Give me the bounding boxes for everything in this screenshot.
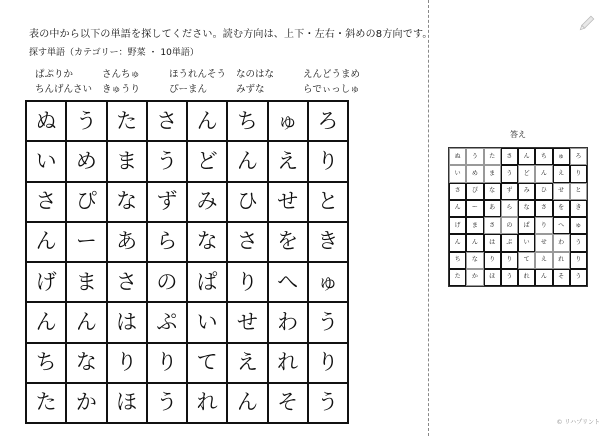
answer-cell: ら <box>501 200 518 217</box>
answer-cell: へ <box>553 217 570 234</box>
word-item: ぱぷりか <box>35 69 74 80</box>
grid-cell: り <box>147 343 187 383</box>
grid-cell: げ <box>26 262 66 302</box>
grid-cell: り <box>227 262 267 302</box>
answer-cell: ん <box>449 234 466 251</box>
answer-cell: み <box>518 183 535 200</box>
word-item: きゅうり <box>102 84 141 95</box>
answer-cell: う <box>501 165 518 182</box>
grid-cell: え <box>268 141 308 181</box>
grid-cell: さ <box>227 222 267 262</box>
grid-cell: か <box>66 383 106 423</box>
answer-cell: わ <box>553 234 570 251</box>
word-item: なのはな <box>236 69 275 80</box>
answer-cell: な <box>484 183 501 200</box>
answer-cell: う <box>501 269 518 286</box>
answer-cell: り <box>570 252 587 269</box>
answer-cell: れ <box>553 252 570 269</box>
grid-cell: い <box>26 141 66 181</box>
answer-cell: れ <box>518 269 535 286</box>
grid-cell: ひ <box>227 182 267 222</box>
grid-cell: な <box>187 222 227 262</box>
instructions: 表の中から以下の単語を探してください。読む方向は、上下・左右・斜めの8方向です。 <box>29 29 433 40</box>
answer-cell: ー <box>466 200 483 217</box>
word-item: らでぃっしゅ <box>303 84 360 95</box>
word-item: ちんげんさい <box>35 84 93 95</box>
answer-cell: ぱ <box>518 217 535 234</box>
answer-cell: を <box>553 200 570 217</box>
answer-cell: り <box>501 252 518 269</box>
grid-cell: と <box>308 182 348 222</box>
grid-cell: を <box>268 222 308 262</box>
answer-cell: て <box>518 252 535 269</box>
grid-cell: う <box>66 101 106 141</box>
answer-cell: そ <box>553 269 570 286</box>
answer-title: 答え <box>510 130 526 139</box>
grid-cell: ん <box>187 101 227 141</box>
grid-cell: は <box>107 302 147 342</box>
grid-cell: い <box>187 302 227 342</box>
grid-cell: り <box>308 343 348 383</box>
answer-cell: な <box>466 252 483 269</box>
grid-cell: ー <box>66 222 106 262</box>
grid-cell: ほ <box>107 383 147 423</box>
grid-cell: さ <box>147 101 187 141</box>
grid-cell: ゅ <box>308 262 348 302</box>
answer-cell: ん <box>518 148 535 165</box>
grid-cell: ん <box>66 302 106 342</box>
grid-cell: の <box>147 262 187 302</box>
grid-cell: れ <box>268 343 308 383</box>
grid-cell: り <box>107 343 147 383</box>
answer-cell: ん <box>535 165 552 182</box>
grid-cell: な <box>66 343 106 383</box>
grid-cell: さ <box>107 262 147 302</box>
grid-cell: み <box>187 182 227 222</box>
answer-cell: ず <box>501 183 518 200</box>
grid-cell: え <box>227 343 267 383</box>
answer-cell: ゅ <box>553 148 570 165</box>
answer-cell: ぴ <box>466 183 483 200</box>
grid-cell: ろ <box>308 101 348 141</box>
grid-cell: り <box>308 141 348 181</box>
cut-line <box>428 0 429 436</box>
grid-cell: へ <box>268 262 308 302</box>
answer-cell: ど <box>518 165 535 182</box>
answer-cell: ゅ <box>570 217 587 234</box>
answer-cell: い <box>518 234 535 251</box>
grid-cell: あ <box>107 222 147 262</box>
grid-cell: ま <box>66 262 106 302</box>
answer-cell: い <box>449 165 466 182</box>
answer-cell: か <box>466 269 483 286</box>
answer-cell: り <box>570 165 587 182</box>
grid-cell: ず <box>147 182 187 222</box>
grid-cell: ん <box>26 302 66 342</box>
grid-cell: う <box>308 383 348 423</box>
grid-cell: ち <box>227 101 267 141</box>
puzzle-grid <box>25 100 349 424</box>
grid-cell: せ <box>227 302 267 342</box>
answer-cell: た <box>484 148 501 165</box>
answer-grid <box>448 147 588 287</box>
answer-cell: う <box>570 269 587 286</box>
answer-cell: さ <box>501 148 518 165</box>
answer-cell: ほ <box>484 269 501 286</box>
grid-cell: そ <box>268 383 308 423</box>
grid-cell: せ <box>268 182 308 222</box>
word-item: さんちゅ <box>102 69 141 80</box>
word-item: みずな <box>236 84 265 95</box>
answer-cell: ん <box>449 200 466 217</box>
answer-cell: な <box>518 200 535 217</box>
grid-cell: う <box>308 302 348 342</box>
grid-cell: ま <box>107 141 147 181</box>
grid-cell: ぬ <box>26 101 66 141</box>
grid-cell: ら <box>147 222 187 262</box>
grid-cell: ん <box>227 383 267 423</box>
grid-cell: な <box>107 182 147 222</box>
answer-cell: う <box>570 234 587 251</box>
grid-cell: ぷ <box>147 302 187 342</box>
answer-cell: き <box>570 200 587 217</box>
answer-cell: ま <box>484 165 501 182</box>
grid-cell: た <box>26 383 66 423</box>
grid-cell: て <box>187 343 227 383</box>
grid-cell: き <box>308 222 348 262</box>
word-item: ぴーまん <box>169 84 208 95</box>
answer-cell: さ <box>535 200 552 217</box>
copyright: © リハプリント <box>556 419 600 426</box>
answer-cell: さ <box>484 217 501 234</box>
grid-cell: う <box>147 383 187 423</box>
answer-cell: え <box>535 252 552 269</box>
answer-cell: え <box>553 165 570 182</box>
grid-cell: れ <box>187 383 227 423</box>
grid-cell: ゅ <box>268 101 308 141</box>
grid-cell: め <box>66 141 106 181</box>
answer-cell: ち <box>449 252 466 269</box>
answer-cell: あ <box>484 200 501 217</box>
grid-cell: う <box>147 141 187 181</box>
grid-cell: ん <box>227 141 267 181</box>
answer-cell: は <box>484 234 501 251</box>
answer-cell: め <box>466 165 483 182</box>
answer-cell: ぬ <box>449 148 466 165</box>
grid-cell: さ <box>26 182 66 222</box>
word-list-title: 探す単語（カテゴリー：野菜 ・ 10単語） <box>29 48 199 58</box>
answer-cell: ん <box>535 269 552 286</box>
grid-cell: ぱ <box>187 262 227 302</box>
answer-cell: ん <box>466 234 483 251</box>
answer-cell: う <box>466 148 483 165</box>
grid-cell: ち <box>26 343 66 383</box>
pencil-icon <box>576 14 596 34</box>
answer-cell: ま <box>466 217 483 234</box>
answer-cell: さ <box>449 183 466 200</box>
word-item: えんどうまめ <box>303 69 361 80</box>
answer-cell: せ <box>535 234 552 251</box>
answer-cell: り <box>535 217 552 234</box>
answer-cell: ひ <box>535 183 552 200</box>
answer-cell: た <box>449 269 466 286</box>
answer-cell: と <box>570 183 587 200</box>
answer-cell: ぷ <box>501 234 518 251</box>
answer-cell: ろ <box>570 148 587 165</box>
grid-cell: ん <box>26 222 66 262</box>
grid-cell: た <box>107 101 147 141</box>
answer-cell: り <box>484 252 501 269</box>
word-item: ほうれんそう <box>169 69 227 80</box>
grid-cell: わ <box>268 302 308 342</box>
answer-cell: ち <box>535 148 552 165</box>
answer-cell: せ <box>553 183 570 200</box>
answer-cell: げ <box>449 217 466 234</box>
answer-cell: の <box>501 217 518 234</box>
grid-cell: ど <box>187 141 227 181</box>
grid-cell: ぴ <box>66 182 106 222</box>
